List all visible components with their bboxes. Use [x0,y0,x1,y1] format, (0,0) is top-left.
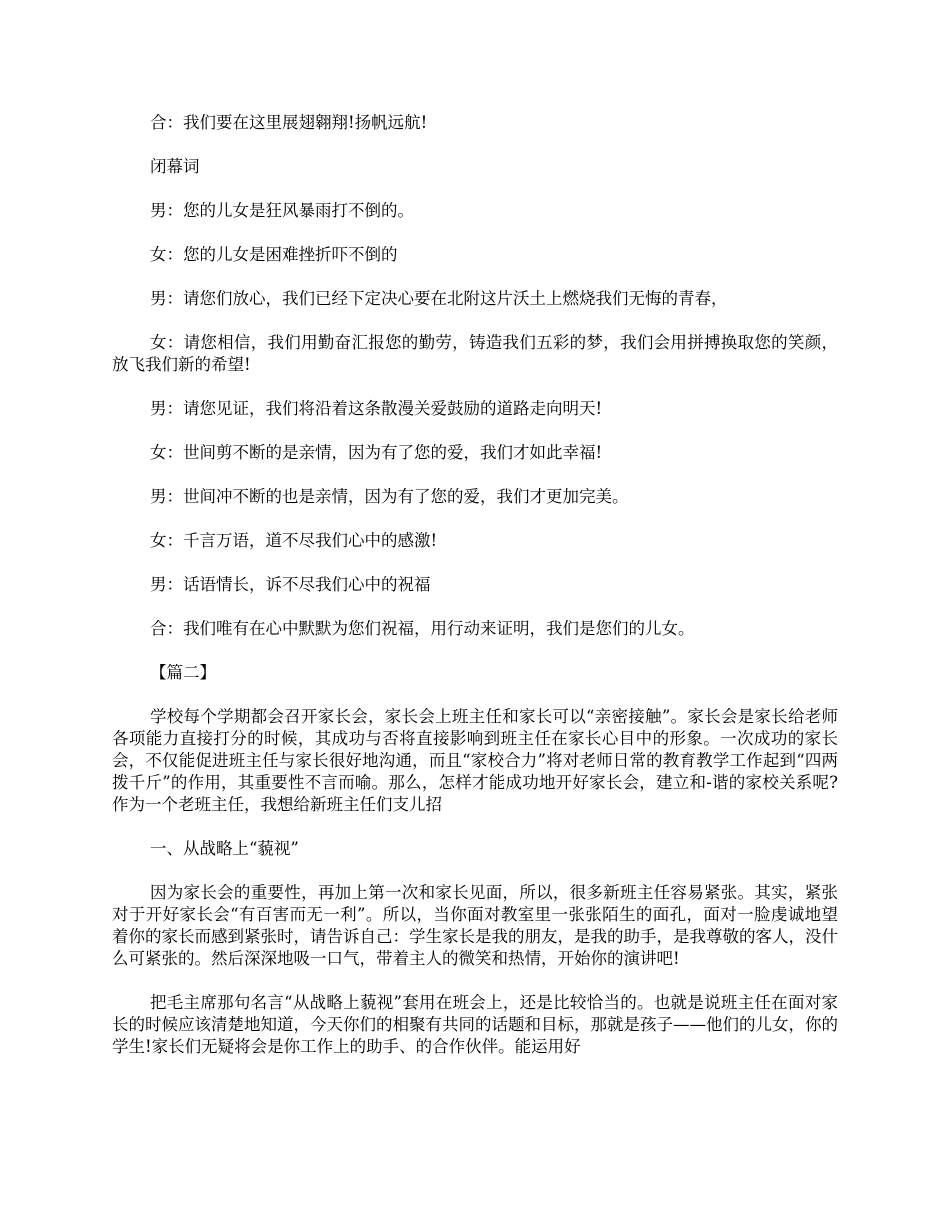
paragraph: 男：请您见证，我们将沿着这条散漫关爱鼓励的道路走向明天! [150,399,603,418]
paragraph: 合：我们要在这里展翅翱翔!扬帆远航! [150,113,428,132]
paragraph: 女：世间剪不断的是亲情，因为有了您的爱，我们才如此幸福! [150,443,603,462]
paragraph: 把毛主席那句名言“从战略上藐视”套用在班会上，还是比较恰当的。也就是说班主任在面对家长的时候应该清楚地知道，今天你们的相聚有共同的话题和目标，那就是孩子——他们的儿女，你的学生!家长们无疑将会是你工作上的助手、的合作伙伴。能运用好 [112,993,838,1056]
paragraph: 男：话语情长，诉不尽我们心中的祝福 [150,575,431,594]
section-heading: 【篇二】 [150,663,216,682]
section-heading: 一、从战略上“藐视” [150,839,299,858]
paragraph: 合：我们唯有在心中默默为您们祝福，用行动来证明，我们是您们的儿女。 [150,619,695,638]
paragraph: 女：千言万语，道不尽我们心中的感激! [150,531,438,550]
section-heading: 闭幕词 [150,157,200,176]
paragraph: 男：您的儿女是狂风暴雨打不倒的。 [150,201,414,220]
document-page [112,112,838,1058]
paragraph: 因为家长会的重要性，再加上第一次和家长见面，所以，很多新班主任容易紧张。其实，紧张对于开好家长会“有百害而无一利”。所以，当你面对教室里一张张陌生的面孔，面对一脸虔诚地望着你的家长而感到紧张时，请告诉自己：学生家长是我的朋友，是我的助手，是我尊敬的客人，没什么可紧张的。然后深深地吸一口气，带着主人的微笑和热情，开始你的演讲吧! [112,883,838,968]
paragraph: 男：世间冲不断的也是亲情，因为有了您的爱，我们才更加完美。 [150,487,629,506]
paragraph: 学校每个学期都会召开家长会，家长会上班主任和家长可以“亲密接触”。家长会是家长给老师各项能力直接打分的时候，其成功与否将直接影响到班主任在家长心目中的形象。一次成功的家长会，不仅能促进班主任与家长很好地沟通，而且“家校合力”将对老师日常的教育教学工作起到“四两拨千斤”的作用，其重要性不言而喻。那么，怎样才能成功地开好家长会，建立和-谐的家校关系呢?作为一个老班主任，我想给新班主任们支儿招 [112,707,838,814]
paragraph: 女：请您相信，我们用勤奋汇报您的勤劳，铸造我们五彩的梦，我们会用拼搏换取您的笑颜，放飞我们新的希望! [112,333,838,374]
paragraph: 女：您的儿女是困难挫折吓不倒的 [150,245,398,264]
paragraph: 男：请您们放心，我们已经下定决心要在北附这片沃土上燃烧我们无悔的青春， [150,289,728,308]
